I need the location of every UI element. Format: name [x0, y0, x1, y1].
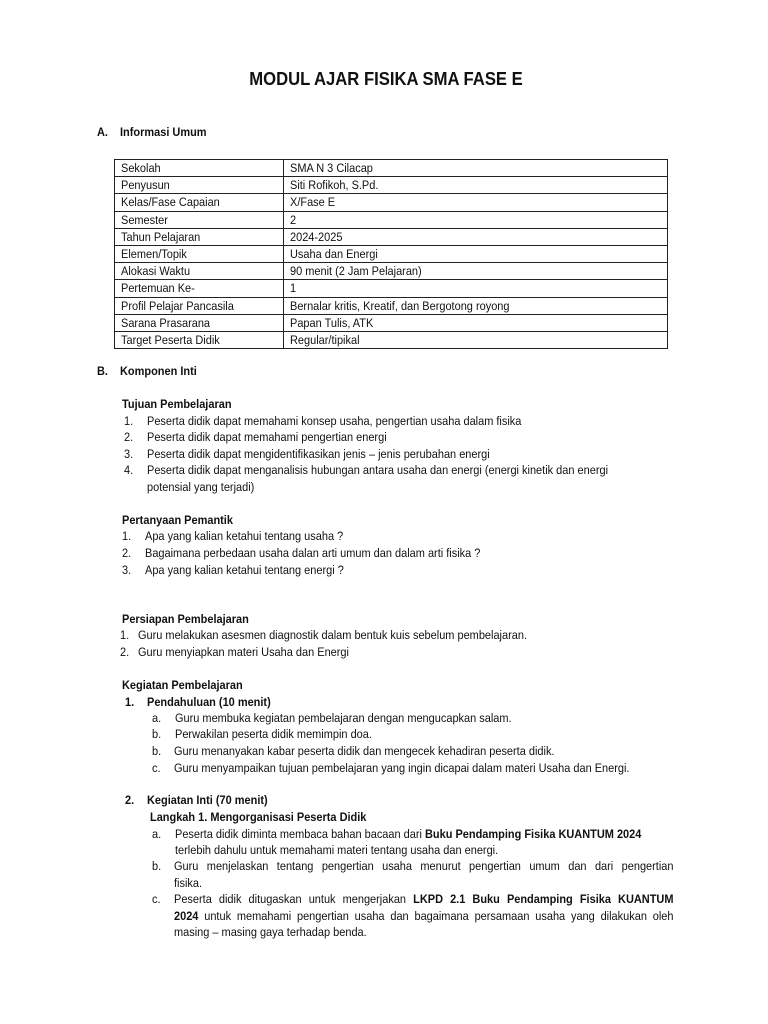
cell-text: X/Fase E — [290, 195, 336, 210]
table-cell-value — [284, 194, 668, 211]
table-cell-label — [115, 280, 284, 297]
page-title: MODUL AJAR FISIKA SMA FASE E — [249, 68, 523, 89]
list-item: Guru menanyakan kabar peserta didik dan mengecek kehadiran peserta didik. — [174, 744, 555, 758]
list-item-continuation: potensial yang terjadi) — [147, 480, 255, 494]
cell-text: Bernalar kritis, Kreatif, dan Bergotong royong — [290, 298, 510, 313]
inti-heading: Kegiatan Inti (70 menit) — [147, 793, 268, 807]
list-item-letter: b. — [152, 727, 162, 741]
table-cell-label — [115, 263, 284, 280]
list-item-continuation: 2024 untuk memahami pengertian usaha dan bagaimana persamaan usaha yang dilakukan oleh — [174, 909, 674, 923]
table-row — [115, 263, 668, 280]
table-row — [115, 177, 668, 194]
table-row — [115, 280, 668, 297]
table-cell-value — [284, 228, 668, 245]
table-cell-label — [115, 211, 284, 228]
cell-text: Alokasi Waktu — [121, 264, 191, 279]
table-row — [115, 245, 668, 262]
cell-text: Usaha dan Energi — [290, 247, 378, 262]
list-item: Peserta didik dapat mengidentifikasikan jenis – jenis perubahan energi — [147, 447, 490, 461]
list-item: Guru menyiapkan materi Usaha dan Energi — [138, 645, 349, 659]
cell-text: Tahun Pelajaran — [121, 229, 201, 244]
cell-text: Kelas/Fase Capaian — [121, 195, 220, 210]
pertanyaan-heading: Pertanyaan Pemantik — [122, 513, 233, 527]
list-item-number: 3. — [122, 563, 132, 577]
table-cell-label — [115, 228, 284, 245]
list-item: Guru menjelaskan tentang pengertian usaha menurut pengertian umum dan dari pengertian — [174, 859, 674, 873]
list-item-number: 1. — [120, 628, 130, 642]
list-item-letter: a. — [152, 711, 162, 725]
cell-text: 2024-2025 — [290, 229, 343, 244]
list-item-number: 2. — [122, 546, 132, 560]
section-b-marker: B. — [97, 364, 108, 378]
list-item-number: 1. — [124, 414, 134, 428]
section-a-marker: A. — [97, 125, 108, 139]
cell-text: Sarana Prasarana — [121, 315, 211, 330]
list-item-number: 4. — [124, 463, 134, 477]
cell-text: 1 — [290, 281, 297, 296]
info-table — [114, 159, 668, 349]
list-item: Peserta didik diminta membaca bahan bacaan dari Buku Pendamping Fisika KUANTUM 2024 — [175, 827, 642, 841]
table-row — [115, 314, 668, 331]
cell-text: Regular/tipikal — [290, 332, 360, 347]
list-item: Apa yang kalian ketahui tentang usaha ? — [145, 529, 344, 543]
list-item-continuation: fisika. — [174, 876, 203, 890]
table-row — [115, 297, 668, 314]
table-cell-label — [115, 314, 284, 331]
table-row — [115, 211, 668, 228]
list-item-number: 1. — [122, 529, 132, 543]
table-row — [115, 228, 668, 245]
cell-text: Pertemuan Ke- — [121, 281, 195, 296]
table-cell-value — [284, 245, 668, 262]
cell-text: Profil Pelajar Pancasila — [121, 298, 234, 313]
table-cell-label — [115, 331, 284, 348]
table-cell-label — [115, 160, 284, 177]
cell-text: 90 menit (2 Jam Pelajaran) — [290, 264, 422, 279]
inti-number: 2. — [125, 793, 135, 807]
pendahuluan-number: 1. — [125, 695, 135, 709]
table-cell-label — [115, 245, 284, 262]
list-item-continuation: terlebih dahulu untuk memahami materi tentang usaha dan energi. — [175, 843, 499, 857]
list-item: Apa yang kalian ketahui tentang energi ? — [145, 563, 344, 577]
list-item-letter: b. — [152, 744, 162, 758]
tujuan-heading: Tujuan Pembelajaran — [122, 397, 232, 411]
table-cell-value — [284, 297, 668, 314]
list-item: Perwakilan peserta didik memimpin doa. — [175, 727, 372, 741]
cell-text: Semester — [121, 212, 168, 227]
cell-text: Penyusun — [121, 178, 170, 193]
persiapan-heading: Persiapan Pembelajaran — [122, 612, 249, 626]
cell-text: Papan Tulis, ATK — [290, 315, 374, 330]
cell-text: Target Peserta Didik — [121, 332, 220, 347]
table-cell-value — [284, 331, 668, 348]
table-row — [115, 331, 668, 348]
table-cell-label — [115, 297, 284, 314]
table-cell-value — [284, 211, 668, 228]
list-item-number: 3. — [124, 447, 134, 461]
list-item-letter: c. — [152, 761, 161, 775]
list-item-number: 2. — [124, 430, 134, 444]
list-item: Guru membuka kegiatan pembelajaran dengan mengucapkan salam. — [175, 711, 512, 725]
cell-text: 2 — [290, 212, 297, 227]
list-item-letter: a. — [152, 827, 162, 841]
table-row — [115, 194, 668, 211]
table-cell-value — [284, 177, 668, 194]
list-item-letter: b. — [152, 859, 162, 873]
kegiatan-heading: Kegiatan Pembelajaran — [122, 678, 243, 692]
langkah-heading: Langkah 1. Mengorganisasi Peserta Didik — [150, 810, 367, 824]
cell-text: Siti Rofikoh, S.Pd. — [290, 178, 379, 193]
table-cell-value — [284, 280, 668, 297]
table-cell-value — [284, 263, 668, 280]
list-item: Peserta didik dapat memahami konsep usaha, pengertian usaha dalam fisika — [147, 414, 522, 428]
section-a-title: Informasi Umum — [120, 125, 207, 139]
cell-text: Sekolah — [121, 161, 161, 176]
table-cell-label — [115, 194, 284, 211]
list-item: Peserta didik dapat menganalisis hubungan antara usaha dan energi (energi kinetik dan energi — [147, 463, 609, 477]
pendahuluan-heading: Pendahuluan (10 menit) — [147, 695, 271, 709]
list-item: Bagaimana perbedaan usaha dalan arti umum dan dalam arti fisika ? — [145, 546, 481, 560]
list-item: Peserta didik dapat memahami pengertian energi — [147, 430, 387, 444]
list-item: Guru melakukan asesmen diagnostik dalam bentuk kuis sebelum pembelajaran. — [138, 628, 527, 642]
list-item: Peserta didik ditugaskan untuk mengerjakan LKPD 2.1 Buku Pendamping Fisika KUANTUM — [174, 892, 674, 906]
list-item-letter: c. — [152, 892, 161, 906]
table-cell-value — [284, 314, 668, 331]
cell-text: SMA N 3 Cilacap — [290, 161, 373, 176]
cell-text: Elemen/Topik — [121, 247, 187, 262]
list-item: Guru menyampaikan tujuan pembelajaran yang ingin dicapai dalam materi Usaha dan Energi. — [174, 761, 630, 775]
list-item-continuation: masing – masing gaya terhadap benda. — [174, 925, 367, 939]
list-item-number: 2. — [120, 645, 130, 659]
section-b-title: Komponen Inti — [120, 364, 197, 378]
table-row — [115, 160, 668, 177]
table-cell-label — [115, 177, 284, 194]
table-cell-value — [284, 160, 668, 177]
